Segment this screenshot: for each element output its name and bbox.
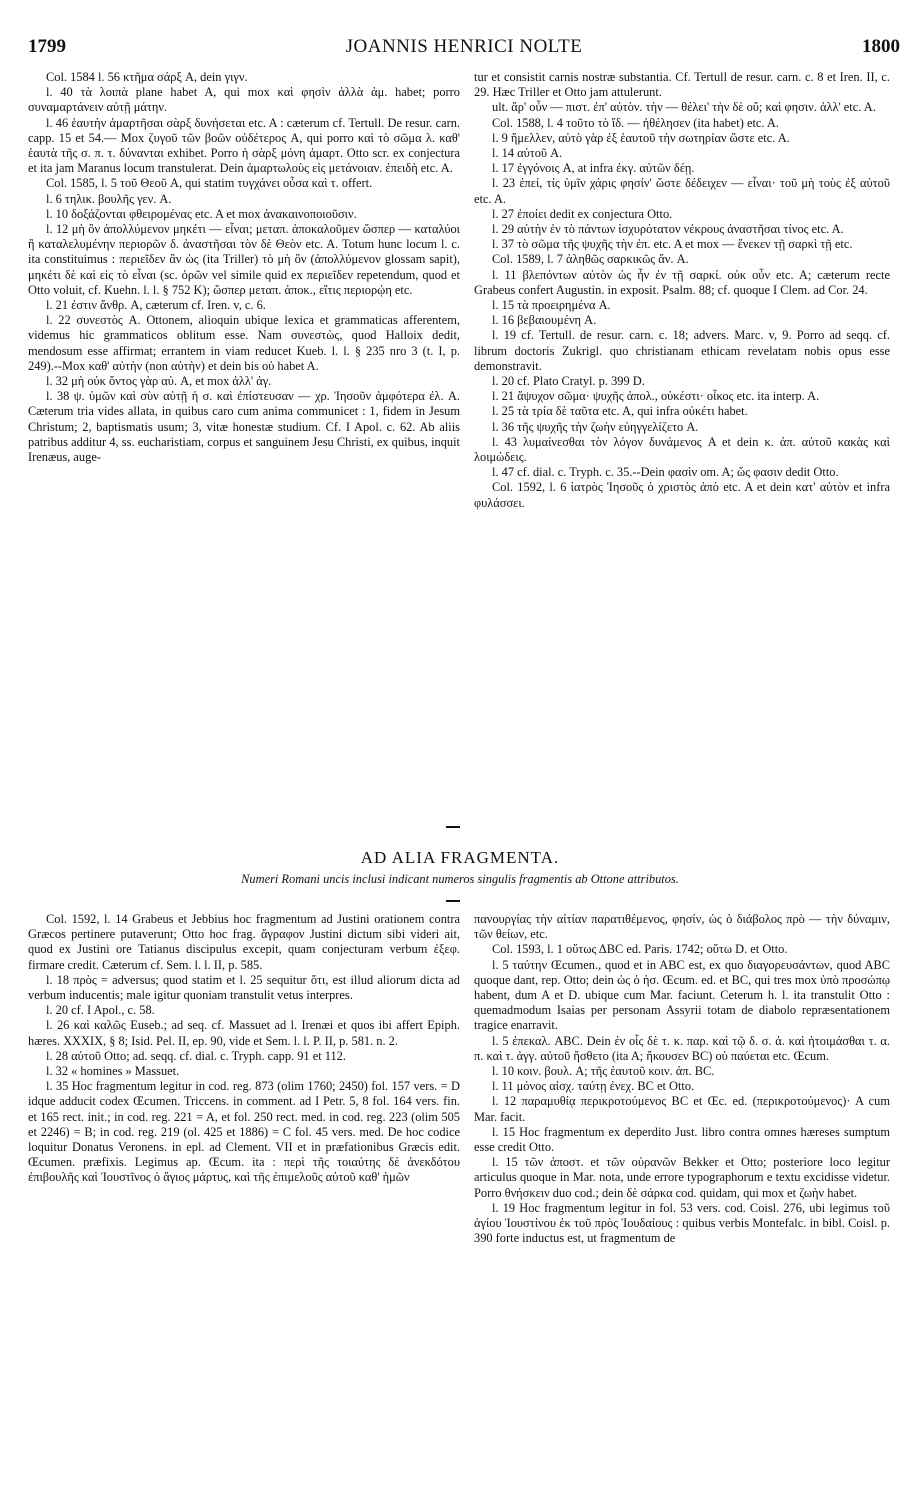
note-paragraph: l. 21 ἐστιν ἄνθρ. A, cæterum cf. Iren. v, c. 6.	[46, 298, 266, 313]
note-paragraph: l. 5 ἐπεκαλ. ABC. Dein ἐν οἷς δὲ τ. κ. παρ. καὶ τῷ δ. σ. ἀ. καὶ ἡτοιμάσθαι τ. α. π. καὶ τ. ἀγγ. αὐτοῦ ἤσθετο (ita A; ἤκουσεν BC) οὐ παύεται etc. Œcum.	[474, 1033, 890, 1063]
note-paragraph: l. 21 ἄψυχον σῶμα· ψυχῆς ἀπολ., οὐκέστι· οἶκος etc. ita interp. A.	[492, 389, 820, 404]
note-paragraph: l. 22 συνεστὸς A. Ottonem, alioquin ubique lexica et grammaticas afferentem, videmus hic grammaticos oblitum esse. Nam συνεστὼς, quod Halloix dedit, mendosum esse affirmat; errantem in viam reducet Kueb. l. l. § 235 nro 3 (t. I, p. 249).--Mox καθ' αὐτὴν (non αὑτὴν) et dein bis οὐ habet A.	[28, 313, 460, 373]
note-paragraph: tur et consistit carnis nostræ substantia. Cf. Tertull de resur. carn. c. 8 et Iren. II, c. 29. Hæc Triller et Otto jam attulerunt.	[474, 70, 890, 100]
note-paragraph: Col. 1588, l. 4 τοῦτο τὸ ἴδ. — ἠθέλησεν (ita habet) etc. A.	[492, 115, 779, 130]
running-title: JOANNIS HENRICI NOLTE	[345, 36, 583, 57]
note-paragraph: l. 10 κοιν. βουλ. A; τῆς ἑαυτοῦ κοιν. ἀπ. BC.	[492, 1064, 715, 1079]
note-paragraph: l. 32 « homines » Massuet.	[46, 1064, 180, 1079]
note-paragraph: Col. 1585, l. 5 τοῦ Θεοῦ A, qui statim τυγχάνει οὖσα καὶ τ. offert.	[46, 176, 373, 191]
section-title: AD ALIA FRAGMENTA.	[360, 848, 560, 867]
section-subtitle: Numeri Romani uncis inclusi indicant numeros singulis fragmentis ab Ottone attributos.	[241, 872, 679, 886]
note-paragraph: l. 29 αὐτὴν ἐν τὸ πάντων ἰσχυρότατον νέκρους ἀναστῆσαι τίνος etc. A.	[492, 222, 844, 237]
note-paragraph: l. 16 βεβαιουμένη A.	[492, 313, 597, 328]
section-divider	[446, 900, 460, 902]
note-paragraph: l. 5 ταύτην Œcumen., quod et in ABC est, ex quo διαγορευσάντων, quod ABC quoque dant, rep. Otto; dein ὡς ὁ ἡσ. Œcum. ed. et BC, qui tres mox ὑπὸ προσώπῳ habent, dum A et D. ubique cum Mar. faciunt. Ceterum h. l. ita transtulit Otto : quemadmodum Isaias per personam Assyrii totam de diabolo repræsentationem tragice enarravit.	[474, 957, 890, 1033]
note-paragraph: l. 23 ἐπεί, τίς ὑμῖν χάρις φησίν' ὥστε δέδειχεν — εἶναι· τοῦ μὴ τοὺς ἐξ αὐτοῦ etc. A.	[474, 176, 890, 206]
note-paragraph: l. 14 αὐτοῦ A.	[492, 146, 563, 161]
note-paragraph: l. 20 cf. Plato Cratyl. p. 399 D.	[492, 374, 645, 389]
note-paragraph: l. 9 ἤμελλεν, αὐτὸ γὰρ ἐξ ἑαυτοῦ τὴν σωτηρίαν ὥστε etc. A.	[492, 130, 790, 145]
note-paragraph: Col. 1584 l. 56 κτῆμα σάρξ A, dein γιγν.	[46, 70, 248, 84]
note-paragraph: Col. 1592, l. 14 Grabeus et Jebbius hoc fragmentum ad Justini orationem contra Græcos pertinere putaverunt; Otto hoc frag. ἄγραφον Justini dictum sibi videri ait, quod ex Justini ore Tatianus discipulus excepit, quam conjecturam verbum ἐξεφ. firmare credit. Cæterum cf. Sem. l. l. II, p. 585.	[28, 912, 460, 972]
note-paragraph: l. 19 cf. Tertull. de resur. carn. c. 18; advers. Marc. v, 9. Porro ad seqq. cf. librum doctoris Zukrigl. quo christianam ethicam revelatam nobis opus esse demonstravit.	[474, 328, 890, 373]
note-paragraph: l. 37 τὸ σῶμα τῆς ψυχῆς τὴν ἐπ. etc. A et mox — ἕνεκεν τῇ σαρκὶ τῇ etc.	[492, 237, 853, 252]
page-number-left: 1799	[28, 36, 66, 57]
note-paragraph: l. 12 παραμυθίᾳ περικροτούμενος BC et Œc. ed. (περικροτούμενος)· A cum Mar. facit.	[474, 1094, 890, 1124]
note-paragraph: l. 6 τηλικ. βουλῆς γεν. A.	[46, 191, 172, 206]
note-paragraph: l. 11 βλεπόντων αὐτὸν ὡς ἦν ἐν τῇ σαρκί. οὐκ οὖν etc. A; cæterum recte Grabeus confert Augustin. in exposit. Psalm. 88; cf. quoque I Clem. ad Cor. 24.	[474, 267, 890, 297]
note-paragraph: l. 35 Hoc fragmentum legitur in cod. reg. 873 (olim 1760; 2450) fol. 157 vers. = D idque adducit codex Œcumen. Triccens. in comment. ad I Petr. 5, 8 fol. 164 vers. fin. et 165 rect. init.; in cod. reg. 221 = A, et fol. 250 rect. med. in cod. reg. 223 (olim 505 et 2246) = B; in cod. reg. 219 (ol. 425 et 1886) = C fol. 45 vers. med. De hoc codice loquitur Donatus Veronens. in epl. ad Clement. VII et in præfationibus Græcis edit. Œcumen. præfixis. Legimus ap. Œcum. ita : περὶ τῆς τοιαύτης δὲ ἀνεκδότου ἐπιβουλῆς καὶ Ἰουστῖνος ὁ ἅγιος μάρτυς, καὶ τῆς ἐπιμελοῦς αὐτοῦ καθ' ἡμῶν	[28, 1079, 460, 1185]
bottom-left-column	[28, 912, 460, 1186]
note-paragraph: Col. 1593, l. 1 οὕτως ΔBC ed. Paris. 1742; οὕτω D. et Otto.	[492, 942, 788, 957]
note-paragraph: l. 26 καὶ καλῶς Euseb.; ad seq. cf. Massuet ad l. Irenæi et quos ibi affert Epiph. hæres. XXXIX, § 8; Isid. Pel. II, ep. 90, vide et Sem. l. l. P. II, p. 581. n. 2.	[28, 1018, 460, 1048]
note-paragraph: πανουργίας τὴν αἰτίαν παρατιθέμενος, φησίν, ὡς ὁ διάβολος πρὸ — τὴν δύναμιν, τῶν θείων, etc.	[474, 912, 890, 942]
note-paragraph: l. 40 τὰ λοιπὰ plane habet A, qui mox καὶ φησὶν ἀλλὰ ἀμ. habet; porro συναμαρτάνειν αὐτῇ μάτην.	[28, 85, 460, 115]
note-paragraph: l. 15 τὰ προειρημένα A.	[492, 298, 611, 313]
note-paragraph: l. 11 μόνος αἰσχ. ταύτῃ ἐνεχ. BC et Otto.	[492, 1079, 695, 1094]
section-divider	[446, 826, 460, 828]
note-paragraph: l. 47 cf. dial. c. Tryph. c. 35.--Dein φασὶν om. A; ὥς φασιν dedit Otto.	[492, 465, 839, 480]
page-header	[28, 36, 900, 60]
bottom-right-column	[474, 912, 890, 1246]
note-paragraph: l. 15 τῶν ἀποστ. et τῶν οὐρανῶν Bekker et Otto; posteriore loco legitur articulus quoque in Mar. nota, unde errore typographorum e textu excidisse videtur. Porro θνήσκειν duo cod.; dein δὲ σάρκα cod. quidam, qui mox et ζωὴν habet.	[474, 1155, 890, 1200]
note-paragraph: l. 19 Hoc fragmentum legitur in fol. 53 vers. cod. Coisl. 276, ubi legimus τοῦ ἁγίου Ἰουστίνου ἐκ τοῦ πρὸς Ἰουδαίους : quibus verbis Montefalc. in bibl. Coisl. p. 390 forte inductus est, ut fragmentum de	[474, 1200, 890, 1246]
note-paragraph: l. 12 μὴ ὂν ἀπολλύμενον μηκέτι — εἶναι; μεταπ. ἀποκαλοῦμεν ὥσπερ — καταλύοι ἢ καταλελυμένην περιορῶν δ. ἀναστῆσαι τὸν δὲ Θεὸν etc. A. Totum hunc locum l. c. ita constituimus : περιεῖδεν ἂν ὡς (ita Triller) τὸ μὴ ὂν (ἀπολλύμενον glossam sapit), μηκέτι δὲ καὶ εἰς τὸ εἶναι (sc. ὁρῶν vel simile quid ex περιεῖδεν repetendum, quod et Otto voluit, cf. Kuehn. l. l. § 752 K); ὥσπερ μεταπ. ἀποκ., εἴτις περιορῴη etc.	[28, 222, 460, 297]
note-paragraph: l. 10 δοξάζονται φθειρομένας etc. A et mox ἀνακαινοποιοῦσιν.	[46, 206, 357, 221]
note-paragraph: l. 15 Hoc fragmentum ex deperdito Just. libro contra omnes hæreses sumptum esse credit Otto.	[474, 1124, 890, 1155]
top-left-column	[28, 70, 460, 465]
note-paragraph: l. 17 ἐγγόνοις A, at infra ἐκγ. αὐτῶν δέῃ.	[492, 161, 695, 176]
note-paragraph: l. 28 αὐτοῦ Otto; ad. seqq. cf. dial. c. Tryph. capp. 91 et 112.	[46, 1048, 346, 1063]
note-paragraph: l. 20 cf. I Apol., c. 58.	[46, 1003, 155, 1018]
note-paragraph: Col. 1589, l. 7 ἀληθῶς σαρκικῶς ἄν. A.	[492, 252, 689, 267]
top-right-column	[474, 70, 890, 511]
note-paragraph: l. 27 ἐποίει dedit ex conjectura Otto.	[492, 206, 673, 221]
page-number-right: 1800	[862, 36, 900, 57]
note-paragraph: ult. ἄρ' οὖν — πιστ. ἐπ' αὐτὸν. τὴν — θέλει' τὴν δὲ οὔ; καὶ φησιν. ἀλλ' etc. A.	[492, 100, 876, 115]
note-paragraph: l. 25 τὰ τρία δὲ ταῦτα etc. A, qui infra οὐκέτι habet.	[492, 404, 748, 419]
note-paragraph: l. 38 ψ. ὑμῶν καὶ σὺν αὐτῇ ἡ σ. καὶ ἐπίστευσαν — χρ. Ἰησοῦν ἀμφότερα ἐλ. A. Cæterum tria vides allata, in quibus caro cum anima communicet : 1, fidem in Jesum Christum; 2, baptismatis usum; 3, vitæ honestæ studium. Cf. I Apol. c. 62. Ab aliis patribus additur 4, ss. eucharistiam, corpus et sanguinem Jesu Christi, ex quibus, inquit Irenæus, auge-	[28, 389, 460, 465]
note-paragraph: l. 36 τῆς ψυχῆς τὴν ζωὴν εὐηγγελίζετο A.	[492, 419, 699, 434]
note-paragraph: l. 46 ἑαυτὴν ἁμαρτῆσαι σὰρξ δυνήσεται etc. A : cæterum cf. Tertull. De resur. carn. capp. 15 et 54.— Mox ζυγοῦ τῶν βοῶν οὐδέτερος A, qui porro καὶ τὸ σῶμα λ. καθ' ἑαυτὰ τῆς σ. π. τ. δύνανται exhibet. Porro ἡ σὰρξ μόνη ἁμαρτ. Otto scr. ex conjectura et ita jam Maranus locum transtulerat. Dein ἁμαρτωλοὺς εἰς μετάνοιαν. ἐπειδὴ etc. A.	[28, 115, 460, 176]
note-paragraph: Col. 1592, l. 6 ἰατρὸς Ἰησοῦς ὁ χριστὸς ἀπὸ etc. A et dein κατ' αὐτὸν et infra φυλάσσει.	[474, 480, 890, 510]
note-paragraph: l. 43 λυμαίνεσθαι τὸν λόγον δυνάμενος A et dein κ. ἀπ. αὐτοῦ κακὰς καὶ λοιμώδεις.	[474, 434, 890, 465]
note-paragraph: l. 18 πρὸς = adversus; quod statim et l. 25 sequitur ὅτι, est illud aliorum dicta ad verbum inducentis; male igitur quoniam transtulit vetus interpres.	[28, 972, 460, 1003]
note-paragraph: l. 32 μὴ οὐκ ὄντος γὰρ αὐ. A, et mox ἀλλ' ἀγ.	[46, 374, 272, 389]
